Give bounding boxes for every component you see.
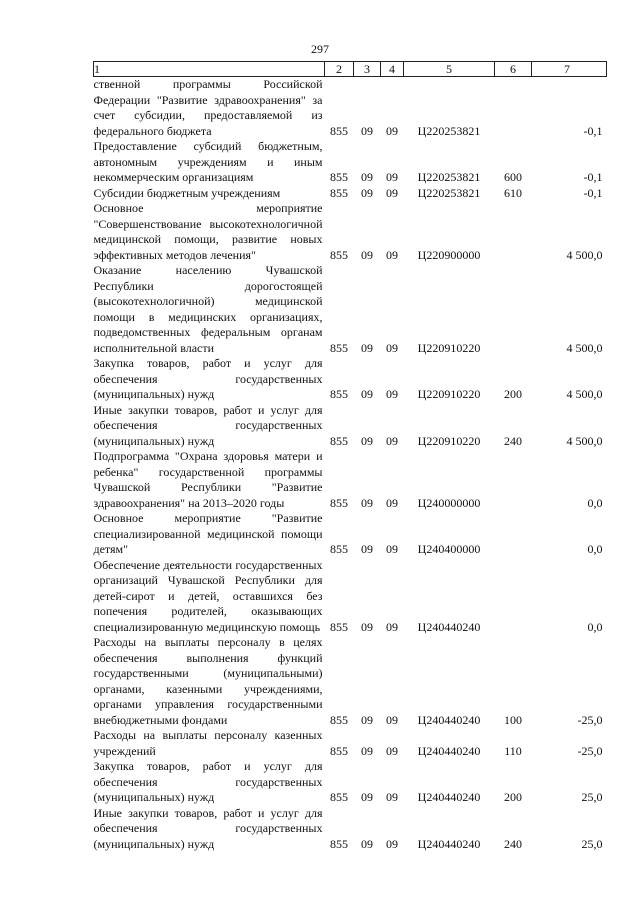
row-amount: 4 500,0 (566, 340, 603, 355)
row-expense-type: 240 (504, 836, 522, 851)
row-section: 09 (361, 712, 373, 727)
row-name: Оказание населению Чувашской Республики дорогостоящей (высокотехнологичной) медицинской помощи в медицинских организациях, подведомственных федеральным органам исполнительной власти (93, 263, 323, 355)
row-subsection: 09 (386, 542, 398, 556)
row-target-article: Ц240440240 (417, 712, 481, 727)
row-expense-type: 240 (504, 433, 522, 448)
row-subsection: 09 (386, 836, 398, 851)
row-expense-type (495, 449, 532, 511)
header-col-6: 6 (495, 62, 532, 77)
row-grbs: 855 (330, 619, 348, 634)
row-subsection: 09 (386, 247, 398, 262)
row-grbs: 855 (330, 495, 348, 510)
row-subsection: 09 (386, 433, 398, 448)
header-col-1: 1 (94, 62, 325, 77)
row-section: 09 (361, 836, 373, 851)
row-subsection: 09 (386, 123, 398, 138)
row-name: Подпрограмма "Охрана здоровья матери и ребенка" государственной программы Чувашской Республики "Развитие здравоохранения" на 2013–2020 годы (93, 449, 323, 510)
row-grbs: 855 (330, 790, 348, 804)
row-name: Основное мероприятие "Совершенствование высокотехнологичной медицинской помощи, развитие новых эффективных методов лечения" (93, 201, 323, 262)
row-name: Основное мероприятие "Развитие специализированной медицинской помощи детям" (93, 511, 323, 556)
row-amount: 25,0 (581, 836, 603, 851)
row-amount: 4 500,0 (566, 387, 603, 401)
row-grbs: 855 (330, 185, 348, 200)
row-target-article: Ц240000000 (417, 495, 481, 510)
row-amount: -25,0 (577, 743, 603, 758)
row-name: Субсидии бюджетным учреждениям (93, 185, 281, 200)
row-expense-type (495, 558, 532, 636)
row-grbs: 855 (330, 836, 348, 851)
row-expense-type: 610 (504, 185, 522, 200)
row-grbs: 855 (330, 743, 348, 758)
row-expense-type: 100 (504, 712, 522, 727)
row-target-article: Ц220910220 (417, 387, 481, 401)
row-amount: -0,1 (583, 170, 603, 184)
row-target-article: Ц220910220 (417, 340, 481, 355)
row-name: Закупка товаров, работ и услуг для обеспечения государственных (муниципальных) нужд (93, 356, 323, 401)
row-subsection: 09 (386, 619, 398, 634)
row-expense-type: 110 (504, 743, 522, 758)
table-row (94, 806, 607, 853)
row-expense-type (495, 263, 532, 356)
row-expense-type: 200 (504, 790, 522, 804)
row-section: 09 (361, 185, 373, 200)
row-subsection: 09 (386, 387, 398, 401)
row-expense-type (495, 201, 532, 263)
table-row (94, 635, 607, 728)
table-row (94, 403, 607, 450)
table-row (94, 186, 607, 202)
table-row (94, 77, 607, 140)
row-grbs: 855 (330, 170, 348, 184)
row-name: Закупка товаров, работ и услуг для обеспечения государственных (муниципальных) нужд (93, 759, 323, 804)
row-section: 09 (361, 340, 373, 355)
row-amount: 4 500,0 (566, 433, 603, 448)
row-section: 09 (361, 619, 373, 634)
row-grbs: 855 (330, 542, 348, 556)
row-name: Иные закупки товаров, работ и услуг для обеспечения государственных (муниципальных) нужд (93, 805, 323, 851)
row-subsection: 09 (386, 743, 398, 758)
row-expense-type: 200 (504, 387, 522, 401)
row-section: 09 (361, 743, 373, 758)
header-row (94, 62, 607, 77)
row-amount: 0,0 (587, 495, 603, 510)
row-amount: -25,0 (577, 712, 603, 727)
row-expense-type (495, 77, 532, 140)
row-subsection: 09 (386, 712, 398, 727)
row-amount: 4 500,0 (566, 247, 603, 262)
row-name: Расходы на выплаты персоналу в целях обеспечения выполнения функций государственными (муниципальными) органами, казенными учреждениями, органами управления государственными внебюджетными фондами (93, 635, 323, 727)
row-grbs: 855 (330, 387, 348, 401)
header-col-7: 7 (532, 62, 607, 77)
table-body (94, 77, 607, 853)
row-amount: -0,1 (583, 185, 603, 200)
row-target-article: Ц220253821 (417, 123, 481, 138)
row-subsection: 09 (386, 790, 398, 804)
table-row (94, 759, 607, 806)
page-number: 297 (311, 42, 329, 56)
row-section: 09 (361, 542, 373, 556)
row-name: Расходы на выплаты персоналу казенных учреждений (93, 728, 323, 758)
row-amount: 0,0 (587, 542, 603, 556)
row-grbs: 855 (330, 340, 348, 355)
table-header (94, 62, 607, 77)
row-target-article: Ц220900000 (417, 247, 481, 262)
table-row (94, 449, 607, 511)
row-grbs: 855 (330, 247, 348, 262)
header-col-5: 5 (404, 62, 495, 77)
row-expense-type (495, 511, 532, 558)
row-target-article: Ц240440240 (417, 619, 481, 634)
row-name: Предоставление субсидий бюджетным, автономным учреждениям и иным некоммерческим организациям (93, 139, 323, 184)
row-section: 09 (361, 123, 373, 138)
row-subsection: 09 (386, 185, 398, 200)
row-section: 09 (361, 495, 373, 510)
row-target-article: Ц220910220 (417, 433, 481, 448)
row-target-article: Ц240400000 (417, 542, 481, 556)
row-grbs: 855 (330, 712, 348, 727)
row-section: 09 (361, 790, 373, 804)
row-section: 09 (361, 387, 373, 401)
table-row (94, 558, 607, 636)
budget-table (93, 61, 607, 852)
row-target-article: Ц220253821 (417, 170, 481, 184)
table-row (94, 263, 607, 356)
header-col-3: 3 (354, 62, 381, 77)
row-name: Иные закупки товаров, работ и услуг для обеспечения государственных (муниципальных) нужд (93, 402, 323, 448)
row-amount: -0,1 (583, 123, 603, 138)
row-target-article: Ц220253821 (417, 185, 481, 200)
row-section: 09 (361, 170, 373, 184)
row-name: Обеспечение деятельности государственных организаций Чувашской Республики для детей-сирот и детей, оставшихся без попечения родителей, оказывающих специализированную медицинскую помощь (93, 557, 323, 634)
row-target-article: Ц240440240 (417, 790, 481, 804)
row-section: 09 (361, 247, 373, 262)
table-row (94, 201, 607, 263)
row-target-article: Ц240440240 (417, 743, 481, 758)
row-name: ственной программы Российской Федерации "Развитие здравоохранения" за счет субсидии, предоставляемой из федерального бюджета (93, 77, 323, 138)
row-expense-type: 600 (504, 170, 522, 184)
row-grbs: 855 (330, 433, 348, 448)
header-col-4: 4 (381, 62, 404, 77)
header-col-2: 2 (325, 62, 354, 77)
row-target-article: Ц240440240 (417, 836, 481, 851)
table-row (94, 511, 607, 558)
table-row (94, 356, 607, 403)
row-subsection: 09 (386, 495, 398, 510)
row-amount: 0,0 (587, 619, 603, 634)
row-amount: 25,0 (581, 790, 603, 804)
row-subsection: 09 (386, 170, 398, 184)
row-grbs: 855 (330, 123, 348, 138)
table-row (94, 728, 607, 759)
table-row (94, 139, 607, 186)
row-section: 09 (361, 433, 373, 448)
row-subsection: 09 (386, 340, 398, 355)
